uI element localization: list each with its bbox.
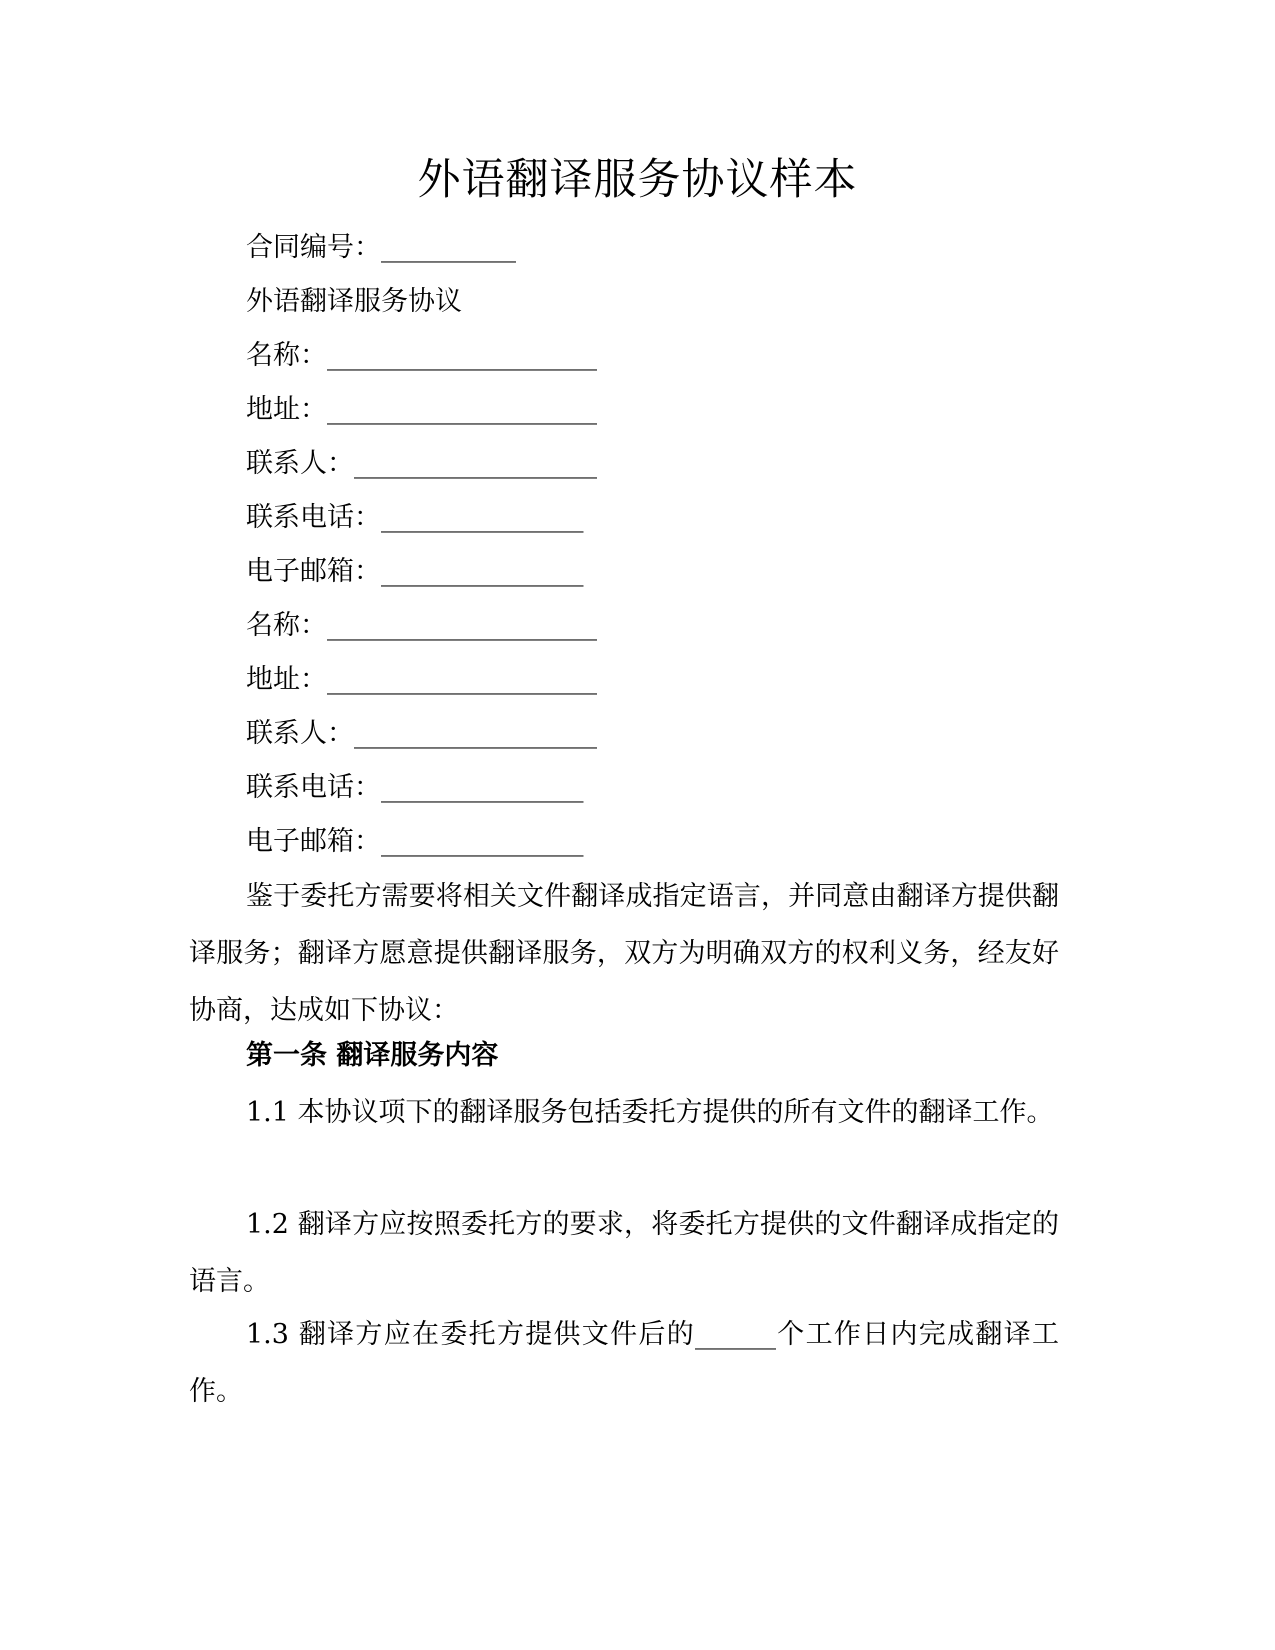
party-b-contact-field: 联系人：__________________ [246, 718, 597, 749]
party-b-email-field: 电子邮箱：_______________ [246, 826, 584, 857]
preamble-paragraph: 鉴于委托方需要将相关文件翻译成指定语言，并同意由翻译方提供翻译服务；翻译方愿意提供翻译服务，双方为明确双方的权利义务，经友好协商，达成如下协议： [189, 881, 1059, 1026]
party-a-phone-field: 联系电话：_______________ [246, 502, 584, 533]
document-title: 外语翻译服务协议样本 [417, 155, 858, 205]
contract-number-field: 合同编号：__________ [246, 232, 516, 263]
party-a-email-field: 电子邮箱：_______________ [246, 556, 584, 587]
party-b-name-field: 名称：____________________ [246, 610, 597, 641]
party-b-address-field: 地址：____________________ [246, 664, 597, 695]
party-b-phone-field: 联系电话：_______________ [246, 772, 584, 803]
clause-1-2: 1.2 翻译方应按照委托方的要求，将委托方提供的文件翻译成指定的语言。 [189, 1209, 1059, 1297]
clause-1-1: 1.1 本协议项下的翻译服务包括委托方提供的所有文件的翻译工作。 [246, 1097, 1054, 1128]
party-a-contact-field: 联系人：__________________ [246, 448, 597, 479]
party-a-name-field: 名称：____________________ [246, 340, 597, 371]
agreement-name-line: 外语翻译服务协议 [246, 286, 462, 317]
clause-1-3: 1.3 翻译方应在委托方提供文件后的______个工作日内完成翻译工作。 [189, 1319, 1059, 1407]
party-a-address-field: 地址：____________________ [246, 394, 597, 425]
article-1-heading: 第一条 翻译服务内容 [246, 1040, 499, 1071]
